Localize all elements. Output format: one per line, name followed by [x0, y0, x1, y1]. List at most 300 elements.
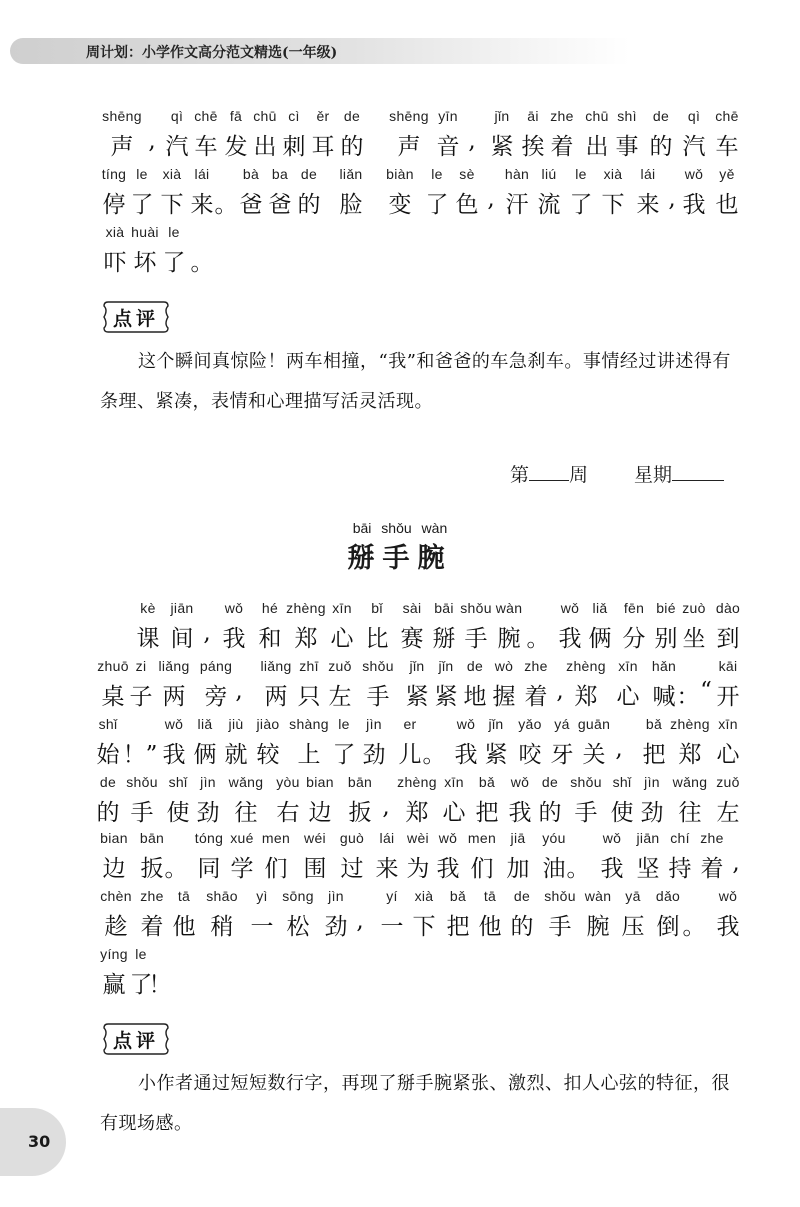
pinyin: de [513, 888, 531, 904]
pinyin: bà [242, 166, 260, 182]
pinyin: chū [585, 108, 609, 124]
hanzi: 紧 [484, 742, 508, 768]
pinyin: wǒ [602, 830, 622, 846]
pinyin: zhe [700, 830, 724, 846]
hanzi: 刺 [282, 134, 306, 160]
punctuation: , [615, 736, 623, 762]
hanzi: 流 [537, 192, 561, 218]
pinyin: jìn [328, 888, 344, 904]
hanzi: 开 [716, 684, 740, 710]
pinyin: le [168, 224, 180, 240]
hanzi: 握 [492, 684, 516, 710]
pinyin: wǒ [456, 716, 476, 732]
hanzi: 的 [538, 800, 562, 826]
hanzi: 咬 [518, 742, 542, 768]
pinyin: huài [131, 224, 159, 240]
hanzi: 爸 [268, 192, 292, 218]
pinyin: zhèng [566, 658, 606, 674]
pinyin: ěr [316, 108, 330, 124]
pinyin: chē [715, 108, 739, 124]
pinyin: shǒu [544, 888, 576, 904]
hanzi: 汽 [165, 134, 189, 160]
pinyin: le [338, 716, 350, 732]
pinyin: āi [527, 108, 539, 124]
punctuation: , [668, 186, 676, 212]
hanzi: 同 [197, 856, 221, 882]
pinyin: hàn [504, 166, 530, 182]
pinyin: zhèng [670, 716, 710, 732]
punctuation: 。 [526, 626, 550, 652]
hanzi: 我 [558, 626, 582, 652]
hanzi: 的 [340, 134, 364, 160]
hanzi: 了 [162, 250, 186, 276]
hanzi: 紧 [405, 684, 429, 710]
pinyin: chí [670, 830, 690, 846]
pinyin: shǐ [98, 716, 118, 732]
punctuation: ！ [148, 972, 172, 998]
hanzi: 心 [616, 684, 640, 710]
punctuation: , [732, 850, 740, 876]
pinyin: shēng [102, 108, 142, 124]
hanzi: 较 [256, 742, 280, 768]
story2-line [0, 888, 800, 948]
review-text-2: 小作者通过短短数行字，再现了掰手腕紧张、激烈、扣人心弦的特征，很有现场感。 [100, 1073, 730, 1134]
hanzi: 紧 [434, 684, 458, 710]
pinyin: xīn [618, 658, 638, 674]
pinyin: dào [715, 600, 741, 616]
pinyin: de [343, 108, 361, 124]
hanzi: 腕 [586, 914, 610, 940]
pinyin: dǎo [655, 888, 681, 904]
hanzi: 坐 [682, 626, 706, 652]
hanzi: 两 [162, 684, 186, 710]
hanzi: 来 [375, 856, 399, 882]
hanzi: 劲 [640, 800, 664, 826]
pinyin: zhe [550, 108, 574, 124]
pinyin: zhèng [397, 774, 437, 790]
pinyin: yíng [100, 946, 128, 962]
hanzi: 松 [286, 914, 310, 940]
pinyin: jìn [644, 774, 660, 790]
hanzi: 了 [130, 192, 154, 218]
pinyin: shāo [206, 888, 238, 904]
pinyin: liǎ [197, 716, 213, 732]
pinyin: tā [177, 888, 191, 904]
page-number: 30 [28, 1132, 51, 1151]
punctuation: 。 [214, 192, 238, 218]
hanzi: 左 [328, 684, 352, 710]
pinyin: hé [261, 600, 279, 616]
hanzi: 也 [715, 192, 739, 218]
story2-line [0, 830, 800, 890]
hanzi: 稍 [210, 914, 234, 940]
review-text-1: 这个瞬间真惊险！两车相撞，“我”和爸爸的车急刹车。事情经过讲述得有条理、紧凑，表情和心理描写活灵活现。 [100, 351, 731, 412]
hanzi: 郑 [574, 684, 598, 710]
pinyin: yì [256, 888, 268, 904]
week-number-blank [529, 462, 569, 481]
pinyin: biàn [386, 166, 414, 182]
hanzi: 郑 [678, 742, 702, 768]
hanzi: 出 [253, 134, 277, 160]
weekday-blank [672, 462, 724, 481]
hanzi: 子 [129, 684, 153, 710]
hanzi: 分 [622, 626, 646, 652]
pinyin: yí [386, 888, 398, 904]
hanzi: 赛 [400, 626, 424, 652]
pinyin: qì [687, 108, 701, 124]
hanzi: 事 [615, 134, 639, 160]
hanzi: 边 [102, 856, 126, 882]
pinyin: guò [339, 830, 365, 846]
pinyin: le [431, 166, 443, 182]
hanzi: 手 [130, 800, 154, 826]
punctuation: 。 [190, 250, 214, 276]
running-title: 周计划：小学作文高分范文精选(一年级) [86, 45, 338, 61]
hanzi: 他 [172, 914, 196, 940]
pinyin: wéi [304, 830, 326, 846]
hanzi: 桌 [101, 684, 125, 710]
pinyin: xià [603, 166, 623, 182]
hanzi: 一 [250, 914, 274, 940]
pinyin: jǐn [488, 716, 504, 732]
pinyin: bǎ [478, 774, 496, 790]
story1-line [0, 166, 800, 226]
pinyin: zhuō [97, 658, 129, 674]
hanzi: 吓 [103, 250, 127, 276]
hanzi: 俩 [193, 742, 217, 768]
review-badge-1 [100, 298, 172, 336]
pinyin: qì [170, 108, 184, 124]
pinyin: er [403, 716, 417, 732]
hanzi: 了 [569, 192, 593, 218]
hanzi: 围 [303, 856, 327, 882]
hanzi: 车 [715, 134, 739, 160]
hanzi: 往 [234, 800, 258, 826]
hanzi: 变 [388, 192, 412, 218]
hanzi: 手 [464, 626, 488, 652]
hanzi: 趁 [104, 914, 128, 940]
pinyin: wǒ [224, 600, 244, 616]
hanzi: 为 [406, 856, 430, 882]
pinyin: bān [347, 774, 373, 790]
hanzi: 了 [332, 742, 356, 768]
hanzi: 的 [510, 914, 534, 940]
hanzi: 手 [574, 800, 598, 826]
pinyin: wǎng [672, 774, 708, 790]
pinyin: chèn [100, 888, 132, 904]
pinyin: lái [379, 830, 395, 846]
hanzi: 我 [454, 742, 478, 768]
pinyin: wǒ [438, 830, 458, 846]
hanzi: 掰 [432, 626, 456, 652]
pinyin: páng [199, 658, 233, 674]
hanzi: 我 [162, 742, 186, 768]
pinyin: jiān [636, 830, 660, 846]
hanzi: 腕 [497, 626, 521, 652]
hanzi: 别 [654, 626, 678, 652]
pinyin: yě [719, 166, 735, 182]
hanzi: 们 [470, 856, 494, 882]
hanzi: 们 [264, 856, 288, 882]
pinyin: shàng [289, 716, 329, 732]
hanzi: 学 [230, 856, 254, 882]
pinyin: xià [105, 224, 125, 240]
punctuation: , [356, 908, 364, 934]
pinyin: men [467, 830, 497, 846]
pinyin: liǎng [158, 658, 190, 674]
week-line [510, 460, 724, 487]
pinyin: bian [306, 774, 334, 790]
punctuation: , [203, 620, 211, 646]
pinyin: tóng [194, 830, 224, 846]
pinyin: shǒu [362, 658, 394, 674]
hanzi: 我 [436, 856, 460, 882]
week-xingqi: 星期 [634, 464, 673, 486]
review-badge-2 [100, 1020, 172, 1058]
hanzi: 的 [649, 134, 673, 160]
pinyin: shǐ [168, 774, 188, 790]
pinyin: shēng [389, 108, 429, 124]
hanzi: 扳 [348, 800, 372, 826]
hanzi: 我 [600, 856, 624, 882]
pinyin: liú [541, 166, 557, 182]
pinyin: kāi [718, 658, 738, 674]
hanzi: 手 [548, 914, 572, 940]
pinyin: de [99, 774, 117, 790]
pinyin: jìn [366, 716, 382, 732]
pinyin: chū [253, 108, 277, 124]
pinyin: wǒ [164, 716, 184, 732]
hanzi: 车 [194, 134, 218, 160]
hanzi: 油 [542, 856, 566, 882]
week-zhou: 周 [569, 464, 589, 486]
hanzi: 牙 [550, 742, 574, 768]
hanzi: 边 [308, 800, 332, 826]
pinyin: kè [140, 600, 156, 616]
hanzi: 两 [264, 684, 288, 710]
hanzi: 着 [140, 914, 164, 940]
pinyin: xīn [718, 716, 738, 732]
story2-line [0, 600, 800, 660]
hanzi: 来 [636, 192, 660, 218]
pinyin: shǒu [126, 774, 158, 790]
hanzi: 了 [425, 192, 449, 218]
hanzi: 地 [463, 684, 487, 710]
hanzi: 到 [716, 626, 740, 652]
pinyin: bian [100, 830, 128, 846]
week-di: 第 [510, 464, 530, 486]
hanzi: 他 [478, 914, 502, 940]
hanzi: 着 [700, 856, 724, 882]
pinyin: jiā [510, 830, 526, 846]
hanzi: 使 [166, 800, 190, 826]
hanzi: 加 [506, 856, 530, 882]
story2-line [0, 716, 800, 776]
punctuation: 。 [566, 856, 590, 882]
pinyin: ba [271, 166, 289, 182]
hanzi: 持 [668, 856, 692, 882]
pinyin: wò [494, 658, 514, 674]
hanzi: 郑 [405, 800, 429, 826]
punctuation: ： [676, 684, 700, 710]
hanzi: 停 [102, 192, 126, 218]
hanzi: 劲 [324, 914, 348, 940]
pinyin: yā [625, 888, 641, 904]
hanzi: 出 [585, 134, 609, 160]
pinyin: zuò [682, 600, 706, 616]
hanzi: 就 [224, 742, 248, 768]
pinyin: jiù [228, 716, 244, 732]
hanzi: 一 [380, 914, 404, 940]
hanzi: 关 [582, 742, 606, 768]
pinyin: zi [135, 658, 147, 674]
story2-title: 掰手腕 [347, 543, 453, 574]
pinyin: de [300, 166, 318, 182]
pinyin: wàn [584, 888, 612, 904]
pinyin: de [652, 108, 670, 124]
pinyin: bǐ [371, 600, 383, 616]
hanzi: 耳 [311, 134, 335, 160]
hanzi: 右 [276, 800, 300, 826]
pinyin: bǎ [645, 716, 663, 732]
punctuation: ！” [122, 742, 158, 768]
punctuation: , [148, 128, 156, 154]
hanzi: 手 [366, 684, 390, 710]
pinyin: xīn [444, 774, 464, 790]
hanzi: 紧 [490, 134, 514, 160]
hanzi: 赢 [102, 972, 126, 998]
hanzi: 色 [455, 192, 479, 218]
hanzi: 和 [258, 626, 282, 652]
pinyin: le [575, 166, 587, 182]
pinyin: guān [577, 716, 611, 732]
pinyin: jìn [200, 774, 216, 790]
hanzi: 爸 [239, 192, 263, 218]
punctuation: , [382, 794, 390, 820]
pinyin: lái [194, 166, 210, 182]
pinyin: liǎn [339, 166, 363, 182]
pinyin: yīn [438, 108, 458, 124]
pinyin: le [135, 946, 147, 962]
pinyin: de [541, 774, 559, 790]
pinyin: shì [617, 108, 637, 124]
pinyin: sài [402, 600, 422, 616]
punctuation: 。 [164, 856, 188, 882]
pinyin: zhèng [286, 600, 326, 616]
pinyin: le [136, 166, 148, 182]
pinyin: zuǒ [716, 774, 740, 790]
story1-line [0, 108, 800, 168]
pinyin: hǎn [651, 658, 677, 674]
hanzi: 使 [610, 800, 634, 826]
pinyin: wǒ [510, 774, 530, 790]
hanzi: 过 [340, 856, 364, 882]
pinyin: zuǒ [328, 658, 352, 674]
hanzi: 倒 [656, 914, 680, 940]
hanzi: 我 [716, 914, 740, 940]
punctuation: 。 [422, 742, 446, 768]
pinyin: fā [229, 108, 243, 124]
hanzi: 音 [436, 134, 460, 160]
story2-line [0, 658, 800, 718]
pinyin: jǐn [409, 658, 425, 674]
pinyin: xià [162, 166, 182, 182]
hanzi: 扳 [140, 856, 164, 882]
pinyin: zhe [140, 888, 164, 904]
pinyin: xué [230, 830, 254, 846]
punctuation: , [235, 678, 243, 704]
pinyin: bān [139, 830, 165, 846]
hanzi: 我 [222, 626, 246, 652]
hanzi: 坏 [133, 250, 157, 276]
hanzi: 左 [716, 800, 740, 826]
hanzi: 始 [96, 742, 120, 768]
hanzi: 俩 [588, 626, 612, 652]
pinyin: xià [414, 888, 434, 904]
hanzi: 汽 [682, 134, 706, 160]
hanzi: 把 [475, 800, 499, 826]
hanzi: 劲 [196, 800, 220, 826]
hanzi: 比 [365, 626, 389, 652]
pinyin: cì [288, 108, 300, 124]
hanzi: 声 [397, 134, 421, 160]
punctuation: , [468, 128, 476, 154]
pinyin: yǎo [518, 716, 542, 732]
hanzi: 儿 [398, 742, 422, 768]
pinyin: sōng [282, 888, 314, 904]
pinyin: jiào [256, 716, 280, 732]
hanzi: 下 [412, 914, 436, 940]
pinyin: wàn [495, 600, 523, 616]
pinyin: tíng [101, 166, 127, 182]
hanzi: 旁 [204, 684, 228, 710]
pinyin: jiān [170, 600, 194, 616]
hanzi: 坚 [636, 856, 660, 882]
punctuation: 。 [682, 914, 706, 940]
story2-line [0, 946, 800, 1006]
hanzi: 我 [682, 192, 706, 218]
pinyin: bāi [434, 600, 454, 616]
hanzi: 下 [160, 192, 184, 218]
hanzi: 来 [190, 192, 214, 218]
pinyin: liǎ [592, 600, 608, 616]
pinyin: chē [194, 108, 218, 124]
story2-title-pinyin: bāi shǒu wàn [352, 520, 448, 536]
pinyin: wǒ [684, 166, 704, 182]
hanzi: 压 [621, 914, 645, 940]
hanzi: 的 [96, 800, 120, 826]
hanzi: 心 [716, 742, 740, 768]
hanzi: 了 [129, 972, 153, 998]
pinyin: zhe [524, 658, 548, 674]
hanzi: 发 [224, 134, 248, 160]
hanzi: 脸 [339, 192, 363, 218]
pinyin: bié [656, 600, 676, 616]
hanzi: 挨 [521, 134, 545, 160]
pinyin: bǎ [449, 888, 467, 904]
hanzi: 喊 [652, 684, 676, 710]
hanzi: 着 [524, 684, 548, 710]
punctuation: “ [700, 678, 712, 704]
review-badge-label-1: 点评 [112, 307, 159, 330]
hanzi: 下 [601, 192, 625, 218]
pinyin: yóu [542, 830, 566, 846]
punctuation: , [487, 186, 495, 212]
pinyin: tā [483, 888, 497, 904]
story1-line [0, 224, 800, 284]
pinyin: wèi [407, 830, 429, 846]
hanzi: 往 [678, 800, 702, 826]
